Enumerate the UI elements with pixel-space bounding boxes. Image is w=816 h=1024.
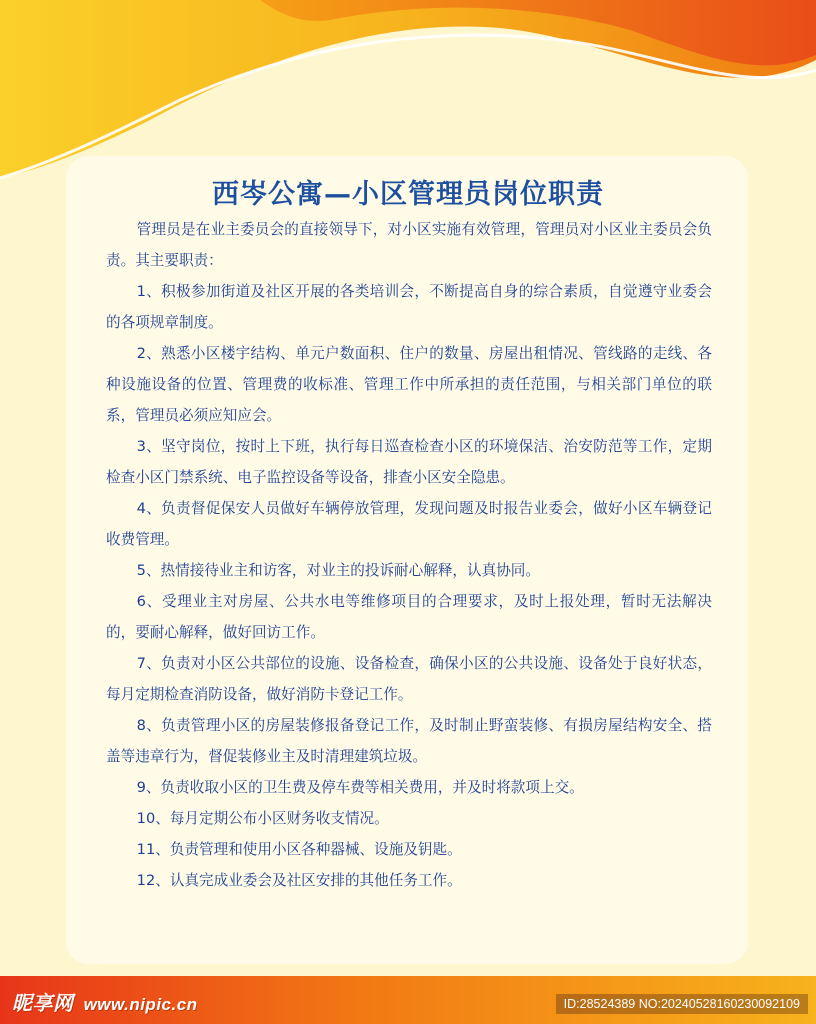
intro-paragraph: 管理员是在业主委员会的直接领导下，对小区实施有效管理，管理员对小区业主委员会负责。其主要职责： bbox=[106, 221, 712, 269]
duty-item-7: 7、负责对小区公共部位的设施、设备检查，确保小区的公共设施、设备处于良好状态，每月定期检查消防设备，做好消防卡登记工作。 bbox=[106, 655, 712, 703]
duty-item-3: 3、坚守岗位，按时上下班，执行每日巡查检查小区的环境保洁、治安防范等工作，定期检查小区门禁系统、电子监控设备等设备，排查小区安全隐患。 bbox=[106, 438, 712, 486]
duty-item-12: 12、认真完成业委会及社区安排的其他任务工作。 bbox=[136, 872, 462, 889]
watermark-logo-text: 昵享网 bbox=[12, 993, 74, 1015]
watermark-logo bbox=[12, 987, 198, 1016]
duty-item-9: 9、负责收取小区的卫生费及停车费等相关费用，并及时将款项上交。 bbox=[136, 779, 584, 796]
duty-item-1: 1、积极参加街道及社区开展的各类培训会，不断提高自身的综合素质，自觉遵守业委会的各项规章制度。 bbox=[106, 283, 712, 331]
duty-item-5: 5、热情接待业主和访客，对业主的投诉耐心解释，认真协同。 bbox=[136, 562, 540, 579]
document-title: 西岑公寓—小区管理员岗位职责 bbox=[212, 179, 604, 210]
duty-item-4: 4、负责督促保安人员做好车辆停放管理，发现问题及时报告业委会，做好小区车辆登记收费管理。 bbox=[106, 500, 712, 548]
document-body bbox=[106, 214, 712, 896]
watermark-id: ID:28524389 NO:20240528160230092109 bbox=[556, 994, 808, 1014]
duty-item-10: 10、每月定期公布小区财务收支情况。 bbox=[136, 810, 389, 827]
duty-item-2: 2、熟悉小区楼宇结构、单元户数面积、住户的数量、房屋出租情况、管线路的走线、各种设施设备的位置、管理费的收标准、管理工作中所承担的责任范围，与相关部门单位的联系，管理员必须应知应会。 bbox=[106, 345, 712, 424]
duty-item-11: 11、负责管理和使用小区各种器械、设施及钥匙。 bbox=[136, 841, 462, 858]
watermark-url: www.nipic.cn bbox=[83, 995, 198, 1014]
duty-item-8: 8、负责管理小区的房屋装修报备登记工作，及时制止野蛮装修、有损房屋结构安全、搭盖等违章行为，督促装修业主及时清理建筑垃圾。 bbox=[106, 717, 712, 765]
duty-item-6: 6、受理业主对房屋、公共水电等维修项目的合理要求，及时上报处理，暂时无法解决的，要耐心解释，做好回访工作。 bbox=[106, 593, 712, 641]
